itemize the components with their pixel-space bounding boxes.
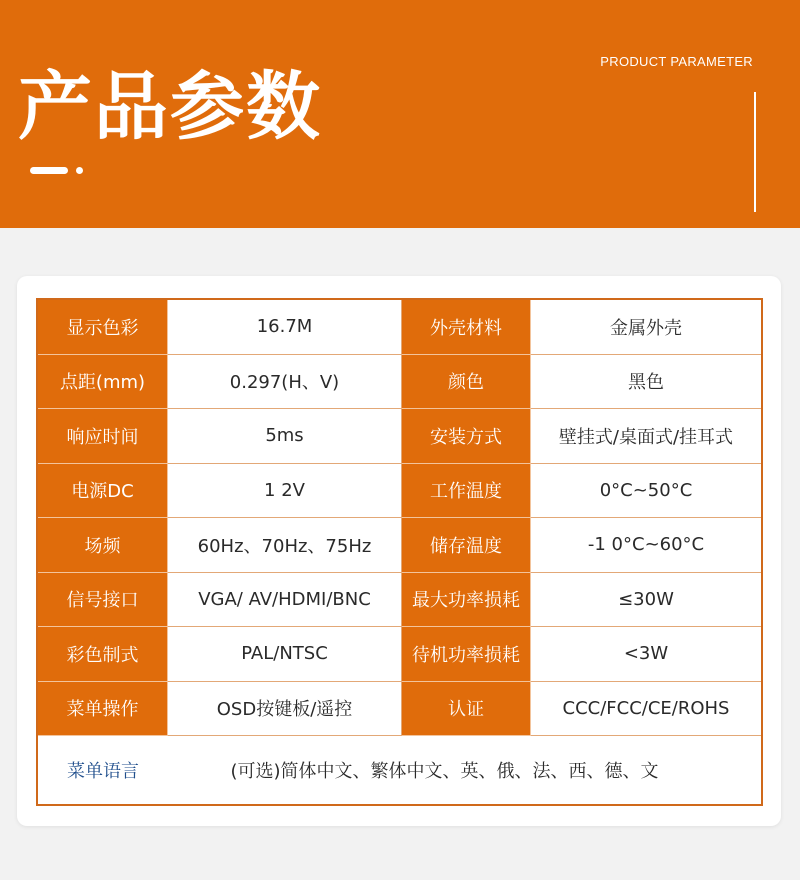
param-value: 0.297(H、V) <box>168 355 402 410</box>
param-value: <3W <box>531 627 761 682</box>
param-label: 最大功率损耗 <box>402 573 531 628</box>
param-label: 工作温度 <box>402 464 531 519</box>
param-label: 信号接口 <box>38 573 168 628</box>
param-value: 0°C~50°C <box>531 464 761 519</box>
param-label: 响应时间 <box>38 409 168 464</box>
param-value: 5ms <box>168 409 402 464</box>
param-label: 待机功率损耗 <box>402 627 531 682</box>
param-label: 安装方式 <box>402 409 531 464</box>
param-label: 电源DC <box>38 464 168 519</box>
param-value: 60Hz、70Hz、75Hz <box>168 518 402 573</box>
decorative-dash <box>30 167 68 174</box>
header-banner <box>0 0 800 228</box>
param-value: 壁挂式/桌面式/挂耳式 <box>531 409 761 464</box>
language-value: (可选)简体中文、繁体中文、英、俄、法、西、德、文 <box>168 736 761 804</box>
param-value: 金属外壳 <box>531 300 761 355</box>
param-label: 菜单操作 <box>38 682 168 737</box>
param-label: 认证 <box>402 682 531 737</box>
param-label: 显示色彩 <box>38 300 168 355</box>
page-subtitle: PRODUCT PARAMETER <box>600 54 753 69</box>
param-label: 外壳材料 <box>402 300 531 355</box>
param-value: -1 0°C~60°C <box>531 518 761 573</box>
param-label: 点距(mm) <box>38 355 168 410</box>
param-value: PAL/NTSC <box>168 627 402 682</box>
param-value: 1 2V <box>168 464 402 519</box>
param-value: 黑色 <box>531 355 761 410</box>
decorative-dot <box>76 167 83 174</box>
parameter-table <box>36 298 763 806</box>
param-value: CCC/FCC/CE/ROHS <box>531 682 761 737</box>
language-label: 菜单语言 <box>38 736 168 804</box>
param-value: VGA/ AV/HDMI/BNC <box>168 573 402 628</box>
param-value: OSD按键板/遥控 <box>168 682 402 737</box>
decorative-vertical-line <box>754 92 756 212</box>
param-label: 场频 <box>38 518 168 573</box>
param-value: ≤30W <box>531 573 761 628</box>
page-title: 产品参数 <box>18 64 322 150</box>
param-label: 彩色制式 <box>38 627 168 682</box>
param-label: 颜色 <box>402 355 531 410</box>
param-label: 储存温度 <box>402 518 531 573</box>
param-value: 16.7M <box>168 300 402 355</box>
